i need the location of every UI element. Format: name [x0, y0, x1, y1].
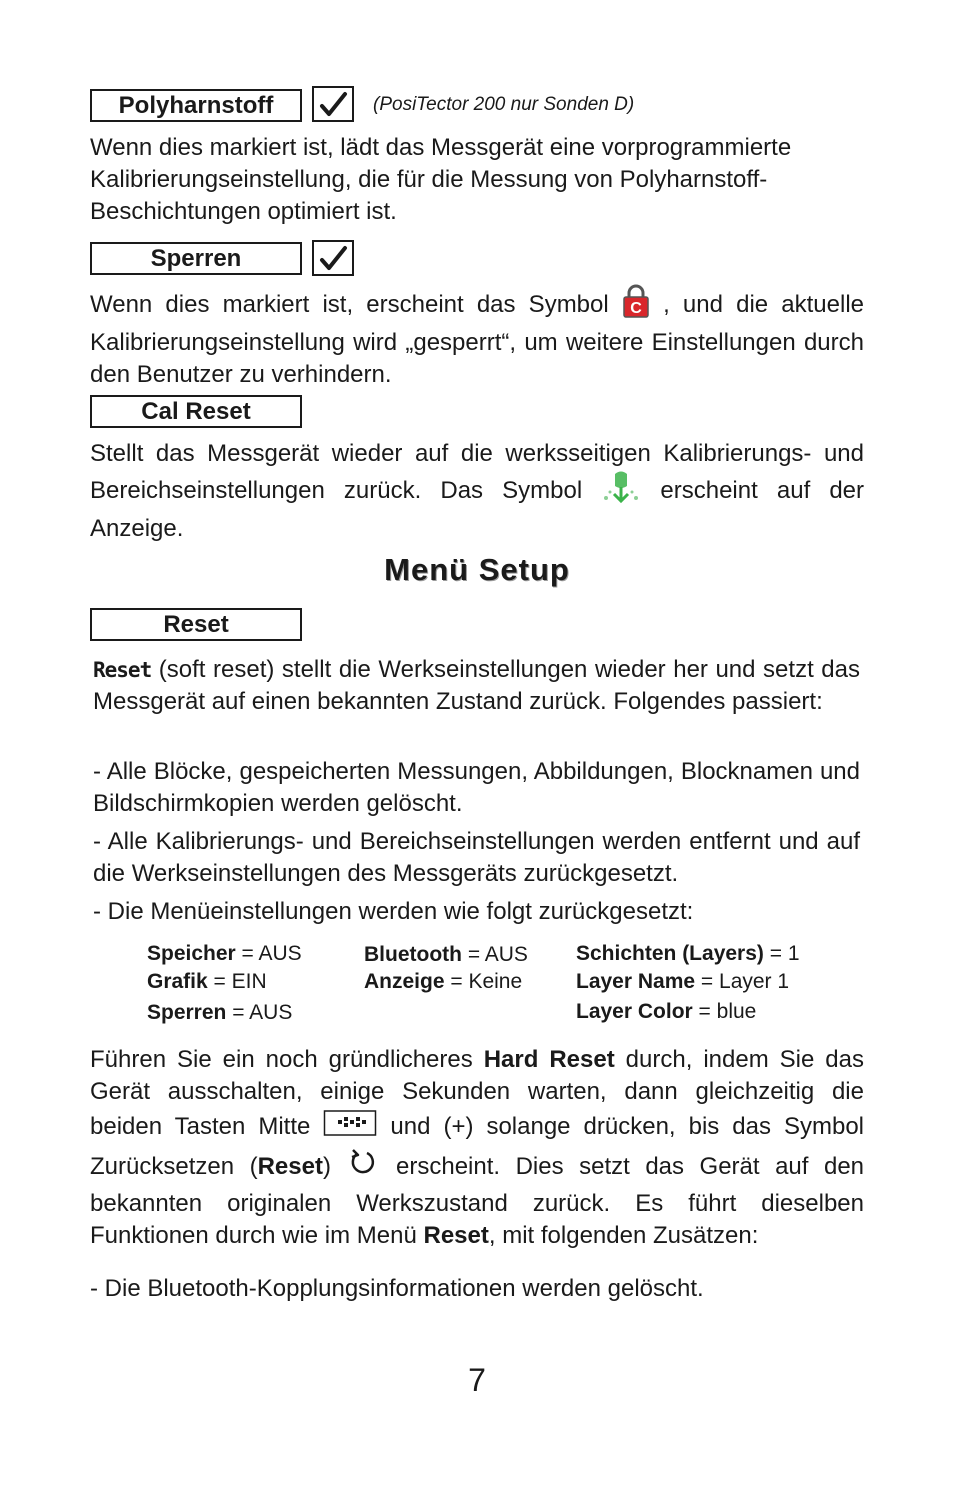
hard-reset-bullet: - Die Bluetooth-Kopplungsinformationen werden gelöscht.	[90, 1275, 704, 1302]
reset-intro-bold: Reset	[93, 658, 152, 682]
cal-reset-text-before: Stellt das Messgerät wieder auf die werksseitigen Kalibrierungs- und Bereichseinstellungen zurück. Das Symbol	[90, 440, 864, 504]
setting-bluetooth: Bluetooth = AUS	[364, 943, 528, 966]
polyharnstoff-description: Wenn dies markiert ist, lädt das Messgerät eine vorprogrammierte Kalibrierungseinstellung, die für die Messung von Polyharnstoff-Beschichtungen optimiert ist.	[90, 134, 792, 225]
setting-grafik: Grafik = EIN	[147, 970, 267, 993]
middle-button-icon	[323, 1108, 377, 1147]
page-number: 7	[468, 1362, 486, 1398]
lock-icon	[622, 284, 650, 327]
cal-reset-menu-label: Cal Reset	[90, 395, 302, 428]
setting-schichten: Schichten (Layers) = 1	[576, 942, 800, 965]
calibration-reset-icon	[601, 470, 641, 513]
sperren-text-before: Wenn dies markiert ist, erscheint das Symbol	[90, 290, 609, 318]
checkmark-icon	[317, 244, 351, 274]
setting-speicher: Speicher = AUS	[147, 942, 302, 965]
hard-reset-menu-bold: Reset	[423, 1222, 489, 1249]
hard-reset-bold: Hard Reset	[483, 1046, 615, 1073]
reset-bullet-2: - Alle Kalibrierungs- und Bereichseinstellungen werden entfernt und auf die Werkseinstellungen des Messgeräts zurückgesetzt.	[93, 828, 860, 887]
reset-bullet-3: - Die Menüeinstellungen werden wie folgt zurückgesetzt:	[93, 898, 694, 925]
reset-intro	[93, 654, 860, 718]
polyharnstoff-checkbox	[312, 86, 354, 122]
svg-text:C: C	[630, 300, 642, 317]
setting-layer-name: Layer Name = Layer 1	[576, 970, 790, 993]
setting-layer-color: Layer Color = blue	[576, 1000, 757, 1023]
reset-intro-text: (soft reset) stellt die Werkseinstellungen wieder her und setzt das Messgerät auf einen bekannten Zustand zurück. Folgendes passiert:	[93, 656, 860, 715]
setting-sperren: Sperren = AUS	[147, 1001, 293, 1024]
checkmark-icon	[317, 90, 351, 120]
sperren-checkbox	[312, 240, 354, 276]
reset-bullet-1: - Alle Blöcke, gespeicherten Messungen, Abbildungen, Blocknamen und Bildschirmkopien werden gelöscht.	[93, 758, 860, 817]
sperren-text-after: , und die aktuelle Kalibrierungseinstellung wird „gesperrt“, um weitere Einstellungen durch den Benutzer zu verhindern.	[90, 290, 865, 388]
section-title-menu-setup: Menü Setup	[384, 552, 570, 587]
setting-anzeige: Anzeige = Keine	[364, 970, 523, 993]
reset-symbol-icon	[346, 1147, 380, 1188]
reset-menu-label: Reset	[90, 608, 302, 641]
polyharnstoff-note: (PosiTector 200 nur Sonden D)	[373, 94, 635, 115]
hard-reset-paragraph: Führen Sie ein noch gründlicheres Hard Reset durch, indem Sie das Gerät ausschalten, einige Sekunden warten, dann gleichzeitig die beiden Tasten Mitte und (+) solange drücken, bis das Symbol Zurücksetzen (Reset) erscheint. Dies setzt das Gerät auf den bekannten originalen Werkszustand zurück. Es führt dieselben Funktionen durch wie im Menü Reset, mit folgenden Zusätzen:	[90, 1046, 865, 1249]
cal-reset-text-after: erscheint auf der Anzeige.	[90, 476, 865, 542]
polyharnstoff-menu-label: Polyharnstoff	[90, 89, 302, 122]
cal-reset-description	[90, 438, 864, 545]
hard-reset-symbol-bold: Reset	[257, 1152, 323, 1180]
sperren-menu-label: Sperren	[90, 242, 302, 275]
sperren-description	[90, 284, 864, 391]
